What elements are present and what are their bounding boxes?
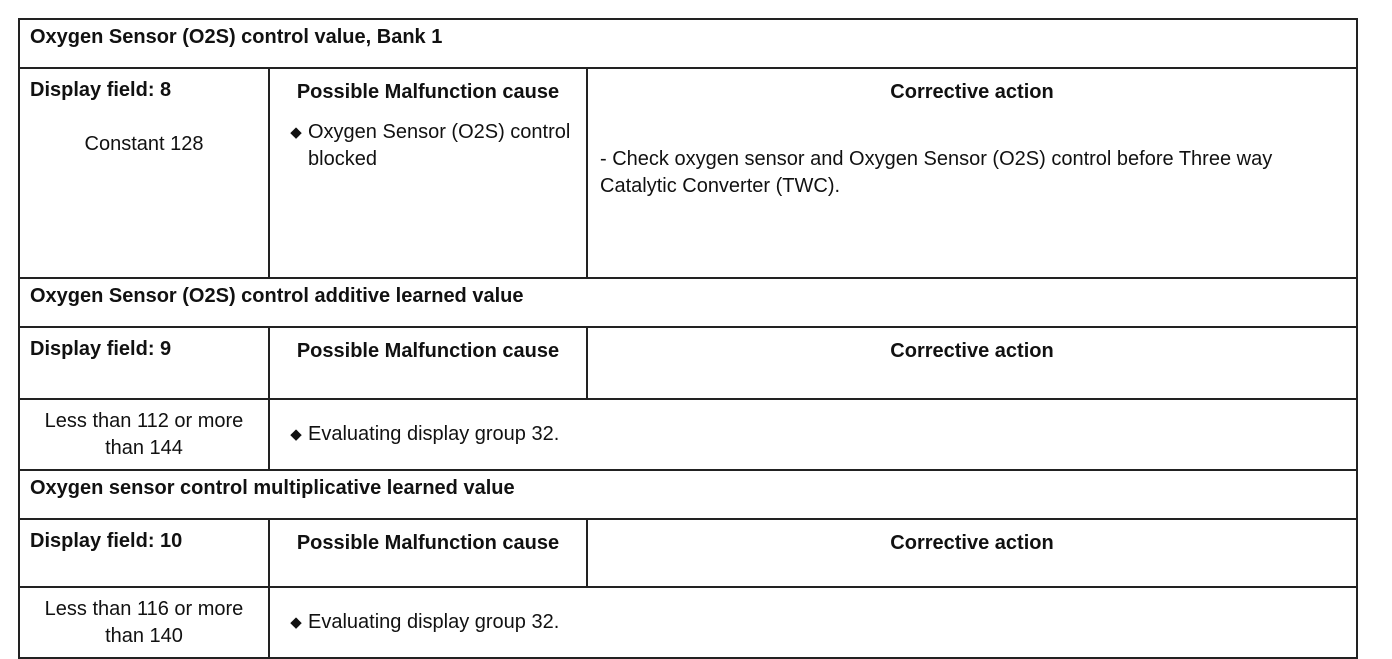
action-header: Corrective action [890, 81, 1054, 103]
display-field-cell [19, 68, 269, 278]
cause-cell [269, 587, 1357, 658]
cause-cell [269, 399, 1357, 470]
section-value-row [19, 587, 1357, 658]
cause-text: Oxygen Sensor (O2S) control blocked [308, 121, 571, 170]
diamond-bullet-icon: ◆ [290, 426, 302, 443]
diamond-bullet-icon: ◆ [290, 614, 302, 631]
cause-cell [269, 68, 587, 278]
cause-text: Evaluating display group 32. [308, 611, 560, 633]
action-text: - Check oxygen sensor and Oxygen Sensor (O2S) control before Three way Catalytic Converter (TWC). [600, 148, 1273, 197]
section-title-row [19, 278, 1357, 327]
section-header-row [19, 519, 1357, 587]
cause-item [270, 609, 1356, 636]
section-title: Oxygen Sensor (O2S) control value, Bank 1 [19, 19, 1357, 68]
display-value: Constant 128 [84, 133, 204, 155]
display-field-label: Display field: 10 [19, 519, 269, 587]
section-title: Oxygen Sensor (O2S) control additive learned value [19, 278, 1357, 327]
diagnostic-table [18, 18, 1358, 659]
display-value: Less than 112 or more than 144 [19, 399, 269, 470]
display-field-label: Display field: 9 [19, 327, 269, 399]
action-header: Corrective action [587, 327, 1357, 399]
section-title-row [19, 19, 1357, 68]
cause-text: Evaluating display group 32. [308, 423, 560, 445]
section-value-row [19, 399, 1357, 470]
section-body-row [19, 68, 1357, 278]
section-header-row [19, 327, 1357, 399]
cause-item [270, 119, 586, 173]
action-header: Corrective action [587, 519, 1357, 587]
action-cell [587, 68, 1357, 278]
section-title: Oxygen sensor control multiplicative learned value [19, 470, 1357, 519]
section-title-row [19, 470, 1357, 519]
cause-header: Possible Malfunction cause [269, 327, 587, 399]
display-field-label: Display field: 8 [30, 79, 172, 101]
cause-header: Possible Malfunction cause [269, 519, 587, 587]
cause-header: Possible Malfunction cause [296, 81, 560, 103]
cause-item [270, 421, 1356, 448]
display-value: Less than 116 or more than 140 [19, 587, 269, 658]
diamond-bullet-icon: ◆ [290, 124, 302, 141]
